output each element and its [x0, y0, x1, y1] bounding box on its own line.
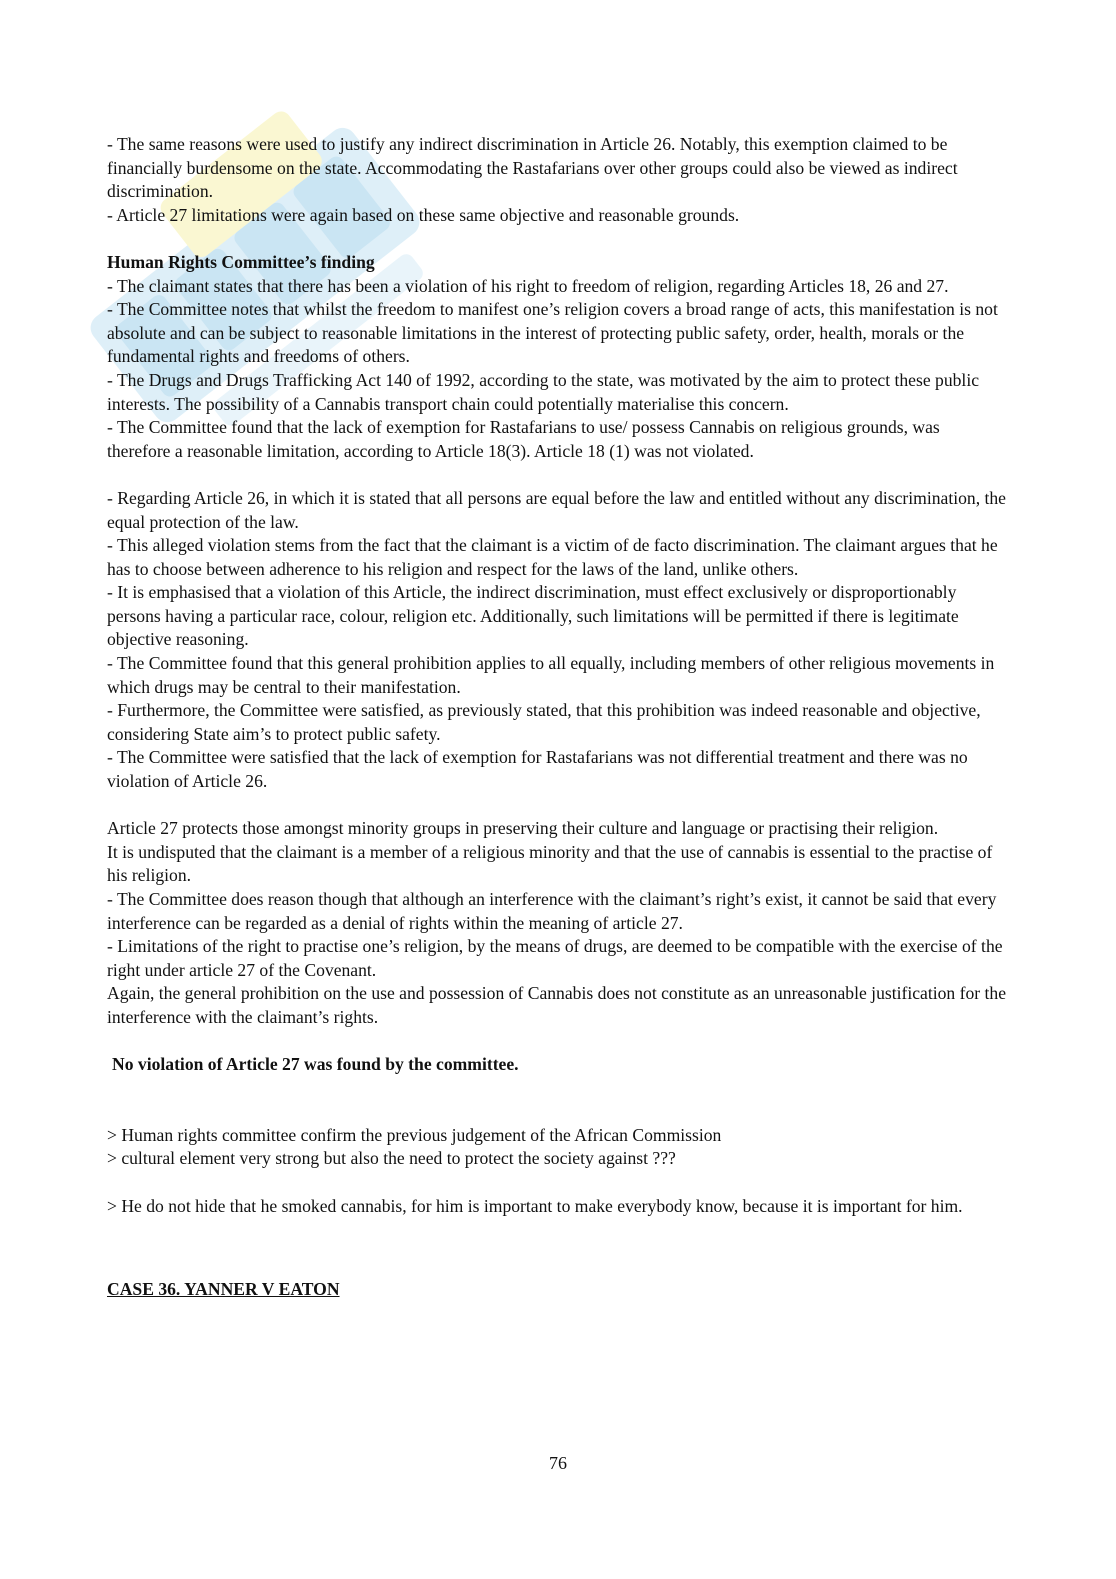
paragraph: - The Committee found that this general prohibition applies to all equally, including members of other religious movements in which drugs may be central to their manifestation.	[107, 653, 995, 697]
section-indirect-discrimination	[107, 133, 1007, 227]
case-title: CASE 36. YANNER V EATON	[107, 1279, 340, 1300]
section-article-27	[107, 817, 1007, 1077]
paragraph: - This alleged violation stems from the fact that the claimant is a victim of de facto discrimination. The claimant argues that he has to choose between adherence to his religion and respect for the laws of the land, unlike others.	[107, 535, 998, 579]
paragraph: - Article 27 limitations were again based on these same objective and reasonable grounds.	[107, 204, 740, 225]
paragraph: - The same reasons were used to justify any indirect discrimination in Article 26. Notably, this exemption claimed to be financially burdensome on the state. Accommodating the Rastafarians over other groups could also be viewed as indirect discrimination.	[107, 134, 958, 202]
section-committee-finding	[107, 251, 1007, 463]
note-line: > Human rights committee confirm the previous judgement of the African Commission	[107, 1124, 722, 1145]
paragraph: - The Committee found that the lack of exemption for Rastafarians to use/ possess Cannabis on religious grounds, was therefore a reasonable limitation, according to Article 18(3). Article 18 (1) was not violated.	[107, 417, 940, 461]
paragraph: - Regarding Article 26, in which it is stated that all persons are equal before the law and entitled without any discrimination, the equal protection of the law.	[107, 487, 1006, 532]
paragraph: - The claimant states that there has been a violation of his right to freedom of religion, regarding Articles 18, 26 and 27.	[107, 275, 949, 296]
paragraph: It is undisputed that the claimant is a member of a religious minority and that the use of cannabis is essential to the practise of his religion.	[107, 841, 993, 886]
paragraph: - It is emphasised that a violation of this Article, the indirect discrimination, must effect exclusively or disproportionably persons having a particular race, colour, religion etc. Additionally, such limitations will be permitted if there is legitimate objective reasoning.	[107, 582, 959, 650]
paragraph: Again, the general prohibition on the use and possession of Cannabis does not constitute as an unreasonable justification for the interference with the claimant’s rights.	[107, 983, 1007, 1027]
paragraph: - The Committee does reason though that although an interference with the claimant’s right’s exist, it cannot be said that every interference can be regarded as a denial of rights within the meaning of article 27.	[107, 889, 997, 933]
section-article-26	[107, 487, 1007, 794]
paragraph: Article 27 protects those amongst minority groups in preserving their culture and language or practising their religion.	[107, 818, 939, 839]
page-body	[107, 133, 1007, 1302]
section-notes	[107, 1124, 1007, 1218]
page-number: 76	[549, 1453, 567, 1473]
paragraph: - The Committee notes that whilst the freedom to manifest one’s religion covers a broad range of acts, this manifestation is not absolute and can be subject to reasonable limitations in the interest of protecting public safety, order, health, morals or the fundamental rights and freedoms of others.	[107, 299, 998, 367]
paragraph: - Limitations of the right to practise one’s religion, by the means of drugs, are deemed to be compatible with the exercise of the right under article 27 of the Covenant.	[107, 936, 1003, 980]
paragraph: - Furthermore, the Committee were satisfied, as previously stated, that this prohibition was indeed reasonable and objective, considering State aim’s to protect public safety.	[107, 700, 981, 744]
note-line: > cultural element very strong but also the need to protect the society against ???	[107, 1148, 676, 1169]
section-heading: Human Rights Committee’s finding	[107, 251, 375, 272]
note-line: > He do not hide that he smoked cannabis, for him is important to make everybody know, because it is important for him.	[107, 1195, 963, 1216]
paragraph: - The Drugs and Drugs Trafficking Act 140 of 1992, according to the state, was motivated by the aim to protect these public interests. The possibility of a Cannabis transport chain could potentially materialise this concern.	[107, 369, 980, 414]
paragraph: - The Committee were satisfied that the lack of exemption for Rastafarians was not differential treatment and there was no violation of Article 26.	[107, 747, 968, 792]
conclusion-statement: No violation of Article 27 was found by the committee.	[112, 1054, 519, 1075]
